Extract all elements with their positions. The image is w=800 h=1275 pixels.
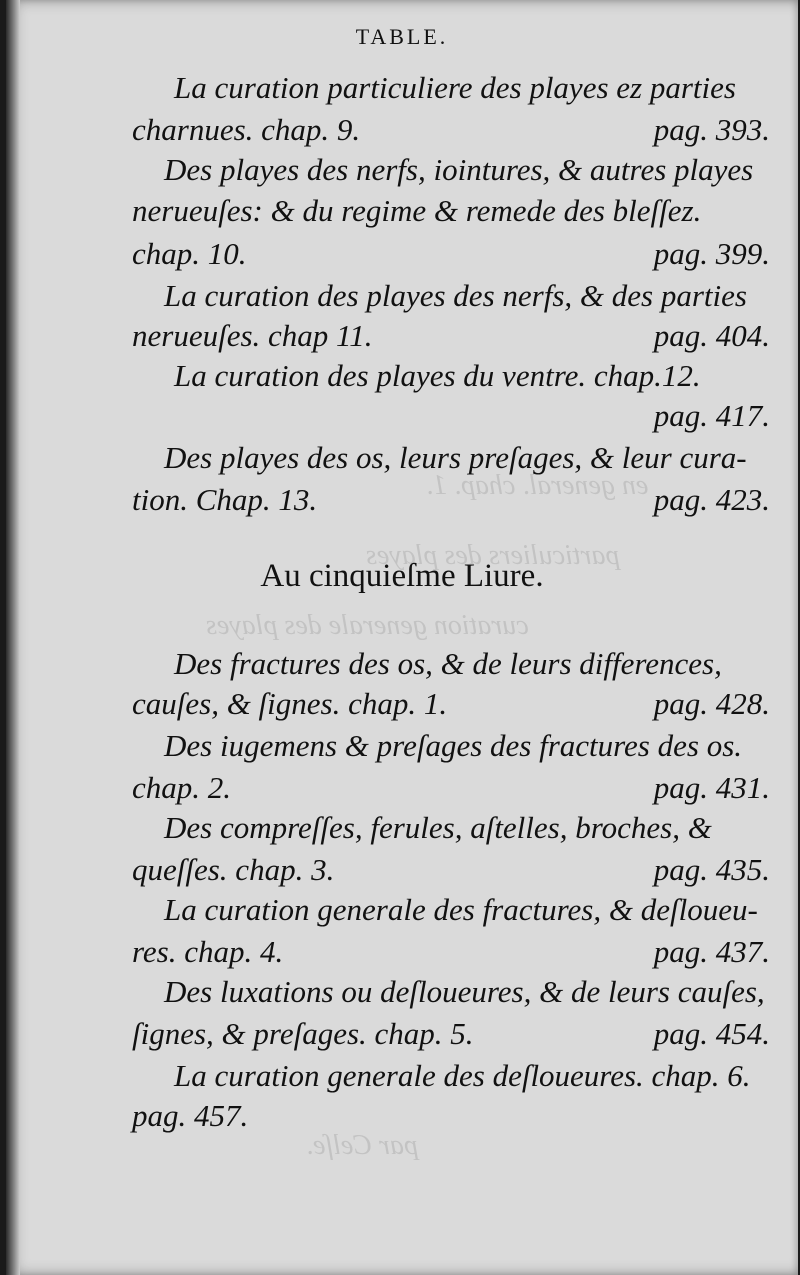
toc-page-number: pag. 431.	[653, 770, 770, 805]
toc-line: La curation des playes du ventre. chap.12.	[174, 358, 701, 393]
toc-line: res. chap. 4.	[132, 934, 284, 969]
toc-line: queſſes. chap. 3.	[132, 852, 335, 887]
toc-page-number: pag. 417.	[653, 398, 770, 433]
toc-page-number: pag. 428.	[653, 686, 770, 721]
toc-line: Des compreſſes, ferules, aſtelles, broches, &	[164, 810, 712, 845]
bleed-through-text: en general. chap. 1.	[426, 470, 649, 501]
toc-line: pag. 457.	[132, 1098, 249, 1133]
toc-page-number: pag. 454.	[653, 1016, 770, 1051]
toc-line: La curation generale des deſloueures. chap. 6.	[174, 1058, 751, 1093]
toc-line: Des playes des nerfs, iointures, & autres playes	[164, 152, 754, 187]
toc-line: charnues. chap. 9.	[132, 112, 361, 147]
toc-line: Des iugemens & preſages des fractures des os.	[164, 728, 743, 763]
toc-line: ſignes, & preſages. chap. 5.	[132, 1016, 474, 1051]
toc-line: Des fractures des os, & de leurs differences,	[174, 646, 722, 681]
toc-line: La curation particuliere des playes ez parties	[174, 70, 736, 105]
bleed-through-text: curation generale des playes	[206, 610, 529, 641]
toc-line: chap. 10.	[132, 236, 247, 271]
bleed-through-text: par Celſe.	[306, 1130, 418, 1161]
section-heading: Au cinquieſme Liure.	[260, 558, 544, 594]
toc-line: La curation generale des fractures, & deſloueu-	[164, 892, 758, 927]
toc-page-number: pag. 393.	[653, 112, 770, 147]
toc-line: nerueuſes: & du regime & remede des bleſſez.	[132, 193, 702, 228]
page-spine-shadow	[6, 0, 20, 1275]
toc-page-number: pag. 437.	[653, 934, 770, 969]
toc-page-number: pag. 404.	[653, 318, 770, 353]
toc-page-number: pag. 399.	[653, 236, 770, 271]
toc-page-number: pag. 435.	[653, 852, 770, 887]
toc-line: La curation des playes des nerfs, & des parties	[164, 278, 747, 313]
toc-line: nerueuſes. chap 11.	[132, 318, 373, 353]
toc-line: cauſes, & ſignes. chap. 1.	[132, 686, 448, 721]
book-page	[6, 0, 798, 1275]
page-header: TABLE.	[355, 24, 449, 49]
toc-line: Des luxations ou deſloueures, & de leurs cauſes,	[164, 974, 765, 1009]
toc-line: tion. Chap. 13.	[132, 482, 318, 517]
toc-line: chap. 2.	[132, 770, 232, 805]
toc-line: Des playes des os, leurs preſages, & leur cura-	[164, 440, 747, 475]
bleed-through-text: particuliers des playes	[366, 540, 620, 571]
toc-page-number: pag. 423.	[653, 482, 770, 517]
